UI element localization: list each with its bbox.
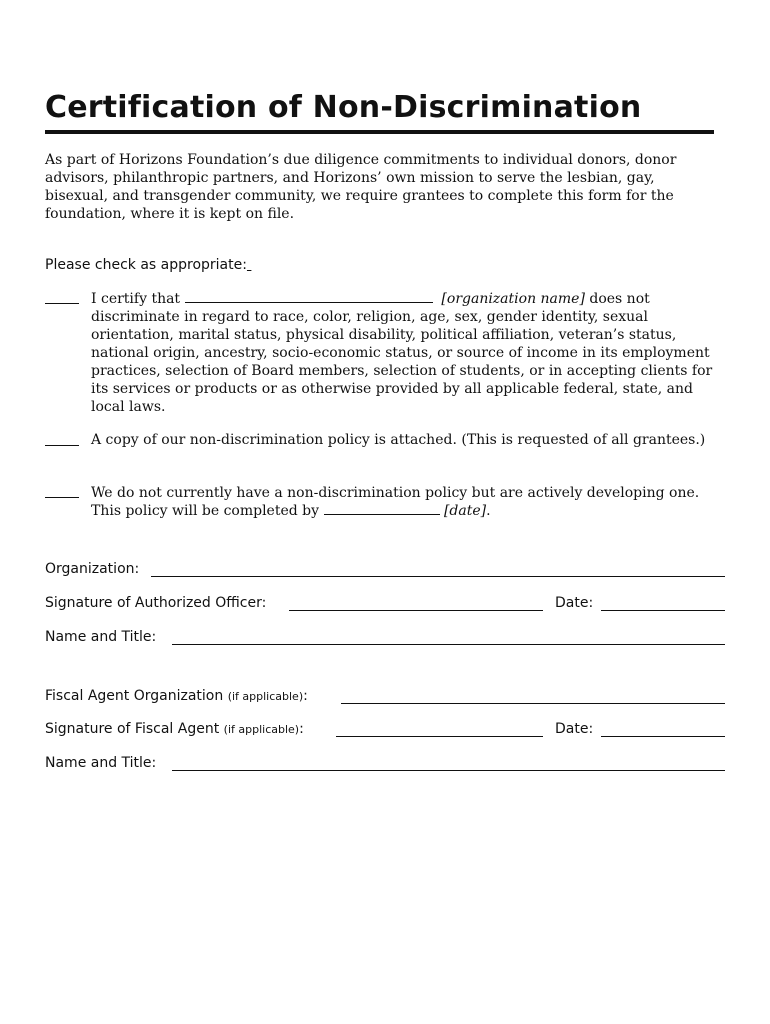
fiscal-signature-label-text: Signature of Fiscal Agent bbox=[45, 721, 220, 737]
option-certify-body: does not discriminate in regard to race, color, religion, age, sex, gender identity, sexual orientation, marital status, physical disability, political affiliation, veteran’s status, national origin, ancestry, socio-economic status, or source of income in its employment practices, selection of Board members, selection of students, or in accepting clients for its services or products or as otherwise provided by all applicable federal, state, and local laws. bbox=[91, 291, 713, 415]
date-line-1[interactable] bbox=[601, 610, 725, 611]
completion-date-blank[interactable] bbox=[324, 502, 440, 515]
organization-line[interactable] bbox=[151, 576, 725, 577]
option-developing-end: . bbox=[486, 503, 491, 519]
instruction-text bbox=[45, 257, 251, 273]
checkbox-blank-policy-attached[interactable] bbox=[45, 445, 79, 446]
fiscal-signature-line[interactable] bbox=[336, 736, 543, 737]
officer-signature-row bbox=[45, 595, 725, 617]
option-certify-lead: I certify that bbox=[91, 291, 181, 307]
title-rule bbox=[45, 130, 714, 134]
intro-paragraph: As part of Horizons Foundation’s due diligence commitments to individual donors, donor advisors, philanthropic partners, and Horizons’ own mission to serve the lesbian, gay, bisexual, and transgender community, we require grantees to complete this form for the foundation, where it is kept on file. bbox=[45, 152, 677, 222]
page-title: Certification of Non-Discrimination bbox=[45, 90, 642, 125]
name-title-label-1: Name and Title: bbox=[45, 629, 157, 645]
organization-label: Organization: bbox=[45, 561, 140, 577]
organization-name-blank[interactable] bbox=[185, 290, 433, 303]
date-placeholder: [date] bbox=[443, 503, 487, 519]
name-title-line-1[interactable] bbox=[172, 644, 725, 645]
checkbox-blank-policy-developing[interactable] bbox=[45, 497, 79, 498]
organization-row bbox=[45, 561, 725, 583]
fiscal-org-line[interactable] bbox=[341, 703, 725, 704]
instruction-trail bbox=[247, 257, 251, 273]
name-title-row-1 bbox=[45, 629, 725, 651]
option-developing-lead: We do not currently have a non-discrimination policy but are actively developing one. This policy will be completed by bbox=[91, 485, 700, 519]
fiscal-signature-label: Signature of Fiscal Agent (if applicable): bbox=[45, 721, 304, 737]
officer-signature-label: Signature of Authorized Officer: bbox=[45, 595, 267, 611]
date-line-2[interactable] bbox=[601, 736, 725, 737]
fiscal-signature-row bbox=[45, 721, 725, 743]
name-title-row-2 bbox=[45, 755, 725, 777]
option-certify bbox=[91, 290, 715, 416]
name-title-label-2: Name and Title: bbox=[45, 755, 157, 771]
name-title-line-2[interactable] bbox=[172, 770, 725, 771]
officer-signature-line[interactable] bbox=[289, 610, 543, 611]
checkbox-blank-certify[interactable] bbox=[45, 303, 79, 304]
instruction-label: Please check as appropriate: bbox=[45, 257, 247, 273]
date-label-1: Date: bbox=[555, 595, 594, 611]
option-policy-attached: A copy of our non-discrimination policy is attached. (This is requested of all grantees.) bbox=[91, 432, 706, 448]
fiscal-org-label-text: Fiscal Agent Organization bbox=[45, 688, 224, 704]
date-label-2: Date: bbox=[555, 721, 594, 737]
organization-name-placeholder: [organization name] bbox=[441, 291, 585, 307]
fiscal-org-row bbox=[45, 688, 725, 710]
fiscal-signature-note: (if applicable) bbox=[223, 723, 300, 736]
fiscal-org-label: Fiscal Agent Organization (if applicable): bbox=[45, 688, 308, 704]
option-policy-developing bbox=[91, 484, 715, 520]
fiscal-org-note: (if applicable) bbox=[227, 690, 304, 703]
